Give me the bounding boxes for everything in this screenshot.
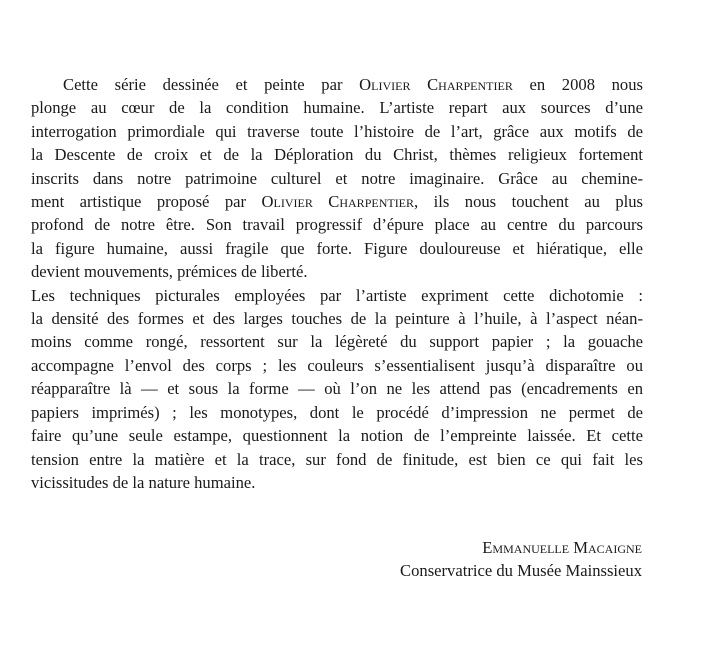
text-line: profond de notre être. Son travail progressif d’épure place au centre du parcours	[31, 215, 643, 235]
text-line: interrogation primordiale qui traverse toute l’histoire de l’art, grâce aux motifs de	[31, 121, 643, 141]
author-name: Emmanuelle Macaigne	[482, 538, 642, 557]
text-line: accompagne l’envol des corps ; les couleurs s’essentialisent jusqu’à disparaître ou	[31, 355, 643, 375]
text-line: moins comme rongé, ressortent sur la légèreté du support papier ; la gouache	[31, 332, 643, 352]
text-line: Cette série dessinée et peinte par Olivier Charpentier en 2008 nous	[63, 75, 643, 94]
text-line: plonge au cœur de la condition humaine. L’artiste repart aux sources d’une	[31, 98, 643, 118]
paragraph-2	[31, 284, 643, 495]
artist-name: Olivier Charpentier	[359, 75, 513, 94]
text-line: faire qu’une seule estampe, questionnent la notion de l’empreinte laissée. Et cette	[31, 426, 643, 446]
text-line: la densité des formes et des larges touches de la peinture à l’huile, à l’aspect néan-	[31, 309, 643, 329]
text-line: réapparaître là — et sous la forme — où l’on ne les attend pas (encadrements en	[31, 379, 643, 399]
body-text	[31, 73, 643, 494]
text-line: la figure humaine, aussi fragile que forte. Figure douloureuse et hiératique, elle	[31, 238, 643, 258]
text-line: devient mouvements, prémices de liberté.	[31, 262, 308, 282]
text-line: la Descente de croix et de la Déploration du Christ, thèmes religieux fortement	[31, 145, 643, 165]
signature-block	[400, 536, 642, 583]
text-line: Les techniques picturales employées par l’artiste expriment cette dichotomie :	[31, 285, 643, 305]
artist-name: Olivier Charpentier	[261, 192, 415, 212]
paragraph-1	[31, 73, 643, 284]
text-line: papiers imprimés) ; les monotypes, dont le procédé d’impression ne permet de	[31, 402, 643, 422]
text-line: tension entre la matière et la trace, sur fond de finitude, est bien ce qui fait les	[31, 449, 643, 469]
text-line: ment artistique proposé par Olivier Charpentier, ils nous touchent au plus	[31, 192, 643, 212]
text-line: inscrits dans notre patrimoine culturel et notre imaginaire. Grâce au chemine-	[31, 168, 643, 188]
text-line: vicissitudes de la nature humaine.	[31, 472, 256, 492]
author-role: Conservatrice du Musée Mainssieux	[400, 561, 642, 581]
